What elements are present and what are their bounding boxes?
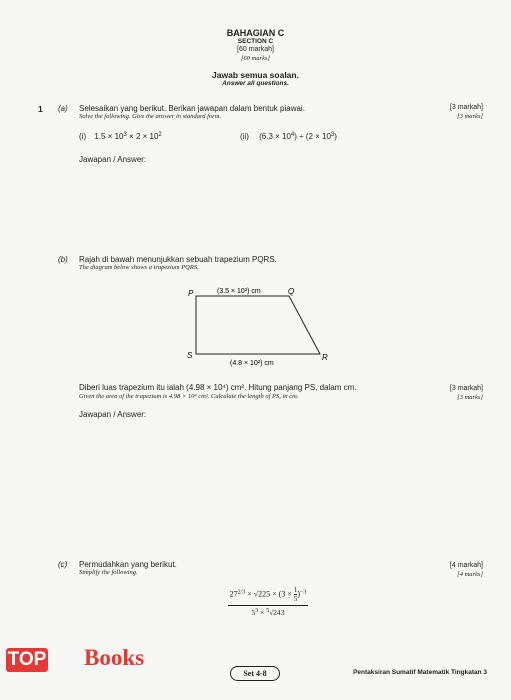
part-a-marks-en: [3 marks] (457, 113, 483, 120)
logo-books: Books (84, 645, 145, 670)
part-a-text-ms: Selesaikan yang berikut. Berikan jawapan dalam bentuk piawai. (79, 104, 305, 113)
instruction-en: Answer all questions. (222, 80, 289, 87)
part-a-text-en: Solve the following. Give the answer in standard form. (79, 113, 222, 120)
section-marks-ms: [60 markah] (237, 46, 274, 53)
vertex-s: S (187, 351, 193, 360)
vertex-q: Q (288, 287, 295, 296)
vertex-p: P (188, 289, 194, 298)
trapezium-diagram (180, 282, 340, 372)
part-a-i-label: (i) (79, 132, 87, 141)
part-c-marks-ms: [4 markah] (449, 562, 483, 569)
part-c-text-ms: Permudahkan yang berikut. (79, 560, 177, 569)
vertex-r: R (322, 353, 328, 362)
part-c-numerator: $27^{2/3} \times √225 \times (3$ × $\frac{1}{5}$ )$^{-3}$ (228, 586, 308, 606)
section-marks-en: [60 marks] (240, 55, 271, 62)
part-a-label: (a) (58, 104, 68, 113)
part-c-denominator: $5^3 \times ^5√243$ (251, 608, 285, 617)
part-a-ii-label: (ii) (240, 132, 249, 141)
bottom-side-label: (4.8 × 10²) cm (230, 360, 274, 367)
part-b-answer-label: Jawapan / Answer: (79, 410, 147, 419)
part-a-ii (240, 132, 337, 141)
part-c-label: (c) (58, 560, 68, 569)
section-title: BAHAGIAN C (226, 28, 285, 38)
part-a-ii-expression: $(6.3 \times 10^4) \div (2 \times 10^3)$ (259, 132, 337, 141)
part-c-text-en: Simplify the following. (79, 569, 138, 576)
part-b-marks-ms: [3 markah] (449, 385, 483, 392)
set-label: Set 4-8 (230, 666, 280, 681)
trapezium-shape (196, 296, 320, 354)
part-c-expression (228, 586, 308, 617)
part-a-marks-ms: [3 markah] (449, 104, 483, 111)
part-c-marks-en: [4 marks] (457, 571, 483, 578)
section-subtitle: SECTION C (237, 38, 274, 45)
part-b-label: (b) (58, 255, 68, 264)
part-b-text-en: The diagram below shows a trapezium PQRS. (79, 264, 199, 271)
part-b-marks-en: [3 marks] (457, 394, 483, 401)
logo-top: TOP (7, 649, 47, 670)
instruction-ms: Jawab semua soalan. (212, 70, 299, 80)
top-side-label: (3.5 × 10²) cm (217, 288, 261, 295)
part-b-text-ms: Rajah di bawah menunjukkan sebuah trapezium PQRS. (79, 255, 277, 264)
part-b-given-en: Given the area of the trapezium is 4.98 × 10⁴ cm². Calculate the length of PS, in cm. (79, 393, 299, 400)
part-a-answer-label: Jawapan / Answer: (79, 155, 147, 164)
part-a-i (79, 132, 162, 141)
part-a-i-expression: $1.5 \times 10^3 \times 2 \times 10^2$ (94, 132, 162, 141)
question-number: 1 (38, 104, 43, 114)
part-b-given-ms: Diberi luas trapezium itu ialah (4.98 × 10⁴) cm². Hitung panjang PS, dalam cm. (79, 383, 357, 392)
book-title: Pentaksiran Sumatif Matematik Tingkatan 3 (353, 669, 487, 676)
